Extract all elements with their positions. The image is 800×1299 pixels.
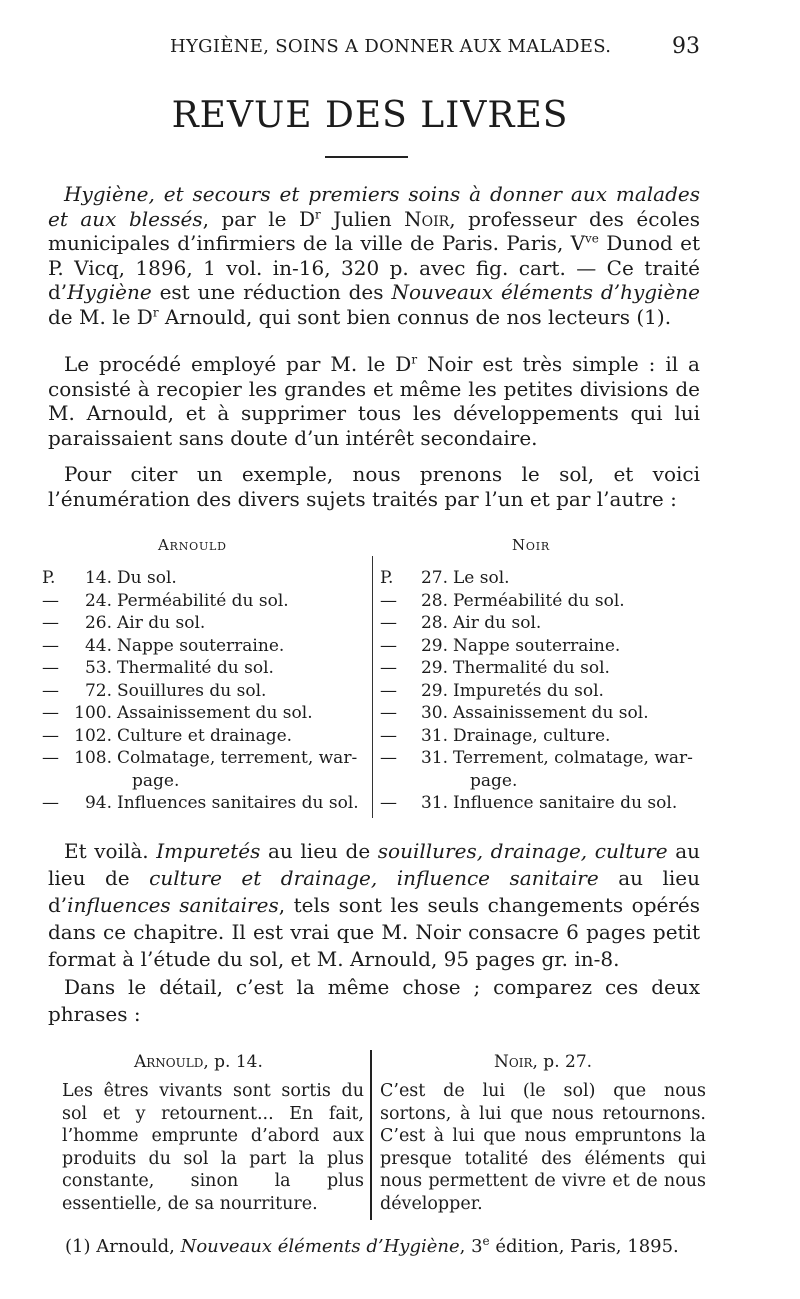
table-row <box>380 680 710 703</box>
quote-page: , p. 14. <box>203 1052 263 1072</box>
text-run: au lieu de <box>48 839 700 890</box>
running-header <box>0 36 800 66</box>
quote-page: , p. 27. <box>532 1052 593 1072</box>
row-page-number: 29. <box>420 658 448 678</box>
row-page-number: 26. <box>84 613 112 633</box>
arnould-quote-heading <box>62 1050 364 1080</box>
row-topic: Nappe souterraine. <box>453 635 621 656</box>
row-prefix: — <box>42 748 59 768</box>
table-row <box>42 747 367 770</box>
table-row <box>42 725 367 748</box>
row-topic: Souillures du sol. <box>117 680 267 701</box>
row-page-number: 29. <box>420 635 448 656</box>
row-topic: Thermalité du sol. <box>117 658 274 678</box>
row-page-number: 31. <box>420 748 448 768</box>
text-run: , professeur des écoles municipales d’infirmiers de la ville de Paris. Paris, V <box>48 206 701 255</box>
row-prefix: — <box>380 725 397 746</box>
superscript: r <box>315 206 321 221</box>
table-row <box>380 590 710 613</box>
table-row <box>380 702 710 725</box>
row-topic: Assainissement du sol. <box>453 703 649 723</box>
row-page-number: 24. <box>84 590 112 611</box>
row-prefix: — <box>380 793 397 813</box>
comparison-table <box>42 536 702 816</box>
row-topic: Influences sanitaires du sol. <box>117 793 359 813</box>
row-page-number: 44. <box>84 635 112 656</box>
row-prefix: — <box>380 703 397 723</box>
noir-quote-text: C’est de lui (le sol) que nous sortons, à lui que nous retournons. C’est à lui que nous empruntons la presque totalité des éléments qui nous permettent de vivre et de nous développer. <box>380 1081 706 1214</box>
author-first-name: Julien <box>320 206 405 231</box>
row-prefix: P. <box>380 568 394 588</box>
text-run: , tels sont les seuls changements opérés dans ce chapitre. Il est vrai que M. Noir consacre 6 pages petit format à l’étude du sol, et M. Arnould, 95 pages gr. in-8. <box>48 893 700 971</box>
running-title: HYGIÈNE, SOINS A DONNER AUX MALADES. <box>170 36 612 57</box>
row-prefix: P. <box>42 568 56 588</box>
footnote-title: Nouveaux éléments d’Hygiène <box>180 1236 460 1257</box>
review-paragraph-5: Dans le détail, c’est la même chose ; comparez ces deux phrases : <box>48 975 700 1026</box>
table-row-continuation: page. <box>470 770 518 791</box>
row-topic: Drainage, culture. <box>453 725 611 746</box>
row-topic: Thermalité du sol. <box>453 658 610 678</box>
row-topic: Air du sol. <box>453 613 542 633</box>
table-row <box>380 635 710 658</box>
table-row <box>380 747 710 770</box>
table-row <box>42 657 367 680</box>
row-page-number: 28. <box>420 613 448 633</box>
text-run: de M. le D <box>48 304 153 329</box>
text-run: au lieu d’ <box>48 866 700 917</box>
row-prefix: — <box>380 658 397 678</box>
author-last-name: Noir <box>404 206 450 231</box>
quote-comparison <box>60 1050 710 1220</box>
row-topic: Terrement, colmatage, war- <box>453 748 693 768</box>
italic-run: influences sanitaires <box>67 893 279 917</box>
superscript: r <box>411 352 418 367</box>
row-page-number: 72. <box>84 680 112 701</box>
noir-quote <box>380 1050 706 1215</box>
superscript: r <box>152 304 159 319</box>
text-run: édition, Paris, 1895. <box>489 1236 679 1257</box>
review-paragraph-3: Pour citer un exemple, nous prenons le sol, et voici l’énumération des divers sujets traités par l’un et par l’autre : <box>48 462 700 511</box>
quote-author: Arnould <box>134 1052 204 1072</box>
arnould-quote <box>62 1050 364 1215</box>
arnould-heading: Arnould <box>158 536 227 554</box>
page-number: 93 <box>672 34 700 59</box>
text-run: Noir est très simple : il a consisté à recopier les grandes et même les petites divisions de M. Arnould, et à supprimer tous les développements qui lui paraissaient sans doute d’un intérêt secondaire. <box>48 352 700 450</box>
row-page-number: 27. <box>420 568 448 588</box>
row-topic: Culture et drainage. <box>117 725 293 746</box>
noir-rows <box>380 567 710 815</box>
review-paragraph-1 <box>48 182 700 329</box>
row-prefix: — <box>380 613 397 633</box>
italic-run: Nouveaux éléments d’hygiène <box>391 280 701 304</box>
row-page-number: 102. <box>74 725 112 746</box>
italic-run: Hygiène <box>67 280 152 304</box>
row-page-number: 30. <box>420 703 448 723</box>
row-prefix: — <box>380 680 397 701</box>
row-page-number: 94. <box>84 793 112 813</box>
row-prefix: — <box>42 725 59 746</box>
footnote <box>65 1235 705 1259</box>
text-run: , 3 <box>459 1236 483 1257</box>
italic-run: culture et drainage, influence sanitaire <box>149 866 599 890</box>
row-prefix: — <box>42 703 59 723</box>
table-row <box>380 612 710 635</box>
text-run: au lieu de <box>260 839 378 863</box>
table-row <box>42 612 367 635</box>
row-prefix: — <box>42 635 59 656</box>
row-topic: Impuretés du sol. <box>453 680 604 701</box>
row-topic: Air du sol. <box>117 613 206 633</box>
row-topic: Du sol. <box>117 568 177 588</box>
row-topic: Influence sanitaire du sol. <box>453 793 678 813</box>
noir-column <box>380 536 710 815</box>
table-row <box>42 567 367 590</box>
row-prefix: — <box>380 590 397 611</box>
quote-author: Noir <box>494 1052 533 1072</box>
text-run: est une réduction des <box>151 280 392 304</box>
row-topic: Colmatage, terrement, war- <box>117 748 358 768</box>
text-run: Dunod et P. Vicq, 1896, 1 vol. in-16, 320 p. avec fig. cart. — Ce traité d’ <box>48 231 700 304</box>
text-run: Et voilà. <box>64 839 157 863</box>
row-prefix: — <box>42 658 59 678</box>
row-topic: Perméabilité du sol. <box>117 590 289 611</box>
row-page-number: 108. <box>74 748 112 768</box>
footnote-mark: (1) Arnould, <box>65 1236 181 1257</box>
text-run: , par le D <box>202 206 316 231</box>
table-row-continuation: page. <box>132 770 180 791</box>
italic-run: Impuretés <box>156 839 261 863</box>
row-page-number: 14. <box>84 568 112 588</box>
table-row <box>380 567 710 590</box>
row-prefix: — <box>42 590 59 611</box>
row-page-number: 31. <box>420 793 448 813</box>
title-rule <box>325 156 408 158</box>
row-prefix: — <box>42 613 59 633</box>
text-run: Le procédé employé par M. le D <box>64 352 412 376</box>
row-page-number: 100. <box>74 703 112 723</box>
arnould-quote-text: Les êtres vivants sont sortis du sol et y retournent... En fait, l’homme emprunte d’abord aux produits du sol la part la plus constante, sinon la plus essentielle, de sa nourriture. <box>62 1081 364 1214</box>
noir-heading: Noir <box>512 536 550 554</box>
row-topic: Nappe souterraine. <box>117 635 285 656</box>
table-row <box>42 590 367 613</box>
row-prefix: — <box>42 680 59 701</box>
table-row <box>380 725 710 748</box>
table-row <box>42 792 367 815</box>
italic-run: souillures, drainage, culture <box>377 839 668 863</box>
table-row <box>380 792 710 815</box>
row-page-number: 28. <box>420 590 448 611</box>
table-row <box>42 680 367 703</box>
row-page-number: 31. <box>420 725 448 746</box>
column-divider <box>372 556 373 818</box>
superscript: e <box>482 1234 490 1248</box>
book-title: Hygiène, et secours et premiers soins à donner aux malades et aux blessés <box>48 182 700 231</box>
quote-divider <box>370 1050 372 1220</box>
row-topic: Le sol. <box>453 568 510 588</box>
row-prefix: — <box>380 635 397 656</box>
row-prefix: — <box>42 793 59 813</box>
superscript: ve <box>585 231 599 246</box>
row-prefix: — <box>380 748 397 768</box>
table-row <box>380 657 710 680</box>
row-page-number: 53. <box>84 658 112 678</box>
table-row <box>42 635 367 658</box>
arnould-rows <box>42 567 367 815</box>
review-paragraph-4 <box>48 838 700 973</box>
row-page-number: 29. <box>420 680 448 701</box>
section-title: REVUE DES LIVRES <box>171 95 569 136</box>
row-topic: Assainissement du sol. <box>117 703 313 723</box>
arnould-column <box>42 536 367 815</box>
row-topic: Perméabilité du sol. <box>453 590 625 611</box>
noir-quote-heading <box>380 1050 706 1080</box>
review-paragraph-2 <box>48 352 700 450</box>
text-run: Arnould, qui sont bien connus de nos lecteurs (1). <box>158 304 672 329</box>
table-row <box>42 702 367 725</box>
